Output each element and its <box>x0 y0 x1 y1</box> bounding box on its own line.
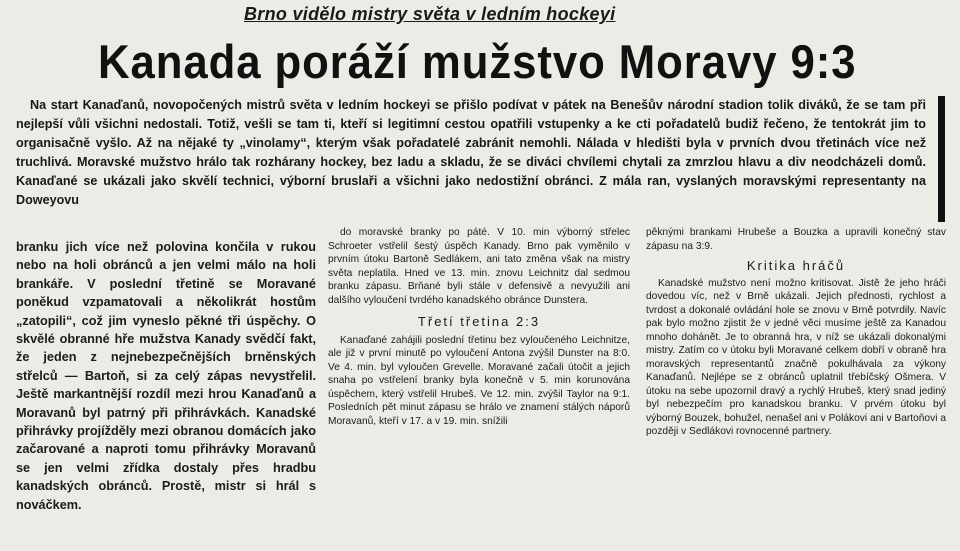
headline: Kanada poráží mužstvo Moravy 9:3 <box>98 35 857 88</box>
column-3-text-1: pěknými brankami Hrubeše a Bouzka a upravili konečný stav zápasu na 3:9. <box>646 227 946 252</box>
column-3-text-2: Kanadské mužstvo není možno kritisovat. Jistě že jeho hráči dovedou víc, než v Brně ukázali. Jejich přednosti, rychlost a tvrdost a dokonalé ovládání hole se znovu v Brně potvrdily. Navíc pak bylo možno zjistit že v jedné věci musíme ještě za Kanadou mnoho dohánět. Je to obranná hra, v níž se ukázali dokonalými mistry. Zatím co v útoku byli Moravané celkem dobří v obraně hra moravských representantů značně pokulhávala za výkony Kanaďanů. Nejlépe se z obránců uplatnil třebíčský Ošmera. V útoku na sebe upozornil dravý a rychlý Hrubeš, který snad jediný byl nebezpečím pro kanadskou branku. V prvém útoku byl výborný Bouzek, bohužel, nenašel ani v Polákovi ani v Bartoňovi a později v Sedlákovi rovnocenné partnery. <box>646 277 946 437</box>
lead-paragraph: Na start Kanaďanů, novopočených mistrů světa v ledním hockeyi se přišlo podívat v pátek na Benešův národní stadion tolik diváků, že se tam při nejlepší vůli všichni nedostali. Totiž, vešli se tam ti, kteří si legitimní cestou opatřili vstupenky a ke cti pořadatelů budiž řečeno, že tentokrát jim to organisačně vyšlo. Až na nějaké ty „vinolamy“, kterým však pořadatelé zabránit nemohli. Nálada v hledišti byla v prvních dvou třetinách více než truchlivá. Moravské mužstvo hrálo tak rozhárany hockey, bez ladu a skladu, že se diváci chvílemi chytali za zmrzlou hlavu a div neodcházeli domů. Kanaďané se ukázali jako skvělí technici, výborní bruslaři a všichni jako nedostižní obránci. Z mála ran, vyslaných moravskými representanty na Doweyovu <box>16 98 926 207</box>
column-2-text-2: Kanaďané zahájili poslední třetinu bez vyloučeného Leichnitze, ale již v první minutě po vyloučení Antona zvýšil Dunster na 8:0. Ve 4. min. byl vyloučen Grevelle. Moravané začali útočit a jejich snaha po vstřelení branky byla konečně v 5. min korunována úspěchem, který vstřelil Hrubeš. Ve 12. min. zvýšil Taylor na 9:1. Posledních pět minut zápasu se hrálo ve znamení stálých náporů Moravanů, kteří v 17. a v 19. min. snížili <box>328 334 630 427</box>
column-1 <box>16 238 316 514</box>
column-2-text-1: do moravské branky po páté. V 10. min výborný střelec Schroeter vstřelil šestý úspěch Kanady. Brno pak vyměnilo v prvním útoku Bartoně Sedlákem, ani tato změna však na mistry světa neplatila. Hned ve 13. min. znovu Leichnitz dal sedmou branku zápasu. Brňané byli stále v defensivě a nevyužili ani dalšího vyloučení tvrdého kanadského obránce Dunstera. <box>328 227 630 306</box>
column-1-text: branku jich více než polovina končila v rukou nebo na holi obránců a jen velmi málo na holi brankáře. V poslední třetině se Moravané poněkud vzpamatovali a několikrát hostům „zatopili“, což jim vyneslo pěkné tři úspěchy. O skvělé obranné hře mužstva Kanady svědčí fakt, že jeden z nejnebezpečnějších brněnských střelců — Bartoň, si za celý zápas nevystřelil. Ještě markantnější rozdíl mezi hrou Kanaďanů a Moravanů byl patrný při přihrávkách. Kanadské přihrávky projížděly mezi obranou domácích jako začarované a naproti tomu přihrávky Moravanů se jen velmi zřídka dostaly přes hradbu kanadských obránců. Prostě, mistr si hrál s nováčkem. <box>16 240 316 512</box>
column-3 <box>646 226 946 439</box>
column-3-subhead: Kritika hráčů <box>746 258 846 273</box>
column-2-subhead: Třetí třetina 2:3 <box>417 314 541 329</box>
column-2 <box>328 226 630 428</box>
vertical-rule <box>938 96 945 222</box>
kicker: Brno vidělo mistry světa v ledním hockeyi <box>244 4 616 24</box>
